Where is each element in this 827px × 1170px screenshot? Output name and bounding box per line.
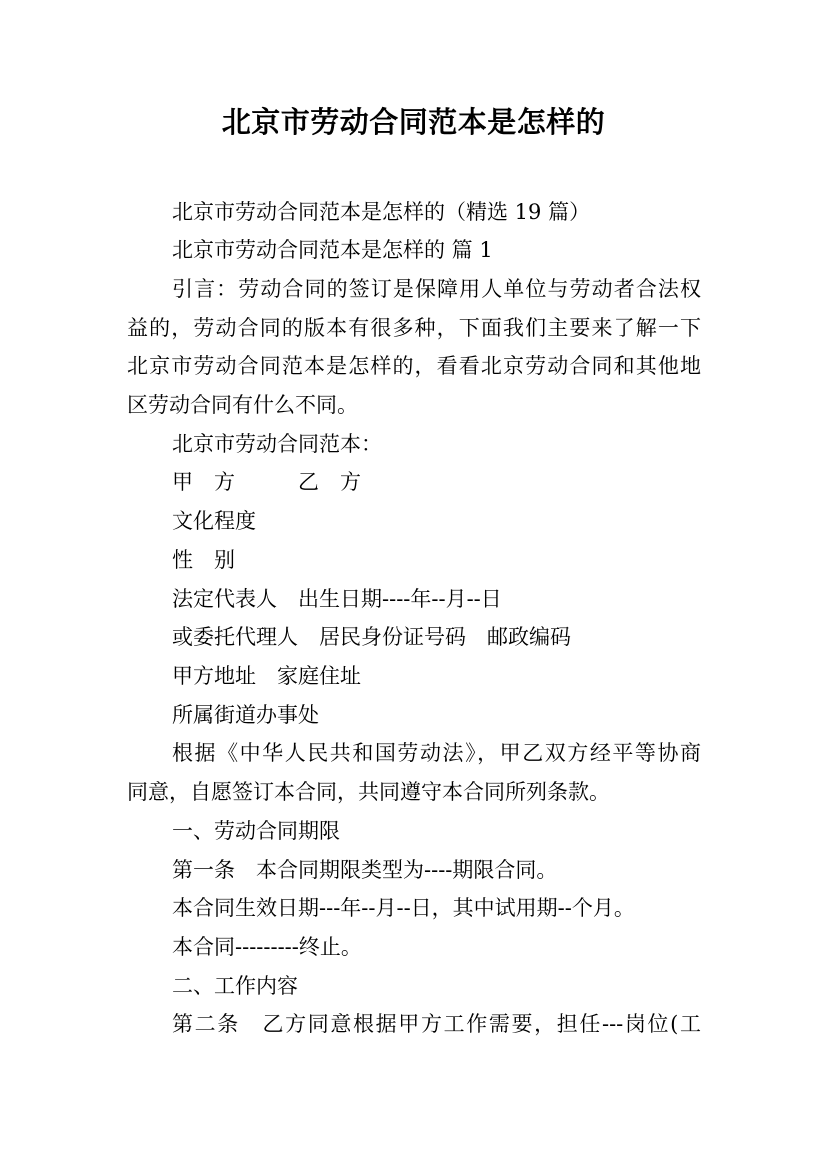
paragraph-line: 引言：劳动合同的签订是保障用人单位与劳动者合法权 bbox=[172, 277, 701, 301]
form-field-line: 所属街道办事处 bbox=[172, 703, 319, 727]
form-field-line: 文化程度 bbox=[172, 509, 256, 533]
form-field-line: 性 别 bbox=[172, 548, 235, 572]
form-field-line: 甲方地址 家庭住址 bbox=[172, 664, 361, 688]
clause-line: 本合同生效日期---年--月--日，其中试用期--个月。 bbox=[172, 896, 635, 920]
section-heading-line: 一、劳动合同期限 bbox=[172, 819, 340, 843]
section-heading-line: 北京市劳动合同范本是怎样的 篇 1 bbox=[172, 238, 493, 262]
paragraph-line: 根据《中华人民共和国劳动法》，甲乙双方经平等协商 bbox=[172, 741, 701, 765]
document-title: 北京市劳动合同范本是怎样的 bbox=[221, 105, 606, 139]
subtitle-line: 北京市劳动合同范本是怎样的（精选 19 篇） bbox=[172, 200, 591, 224]
form-field-line: 甲 方 乙 方 bbox=[172, 470, 361, 494]
paragraph-line: 区劳动合同有什么不同。 bbox=[127, 393, 358, 417]
section-heading-line: 二、工作内容 bbox=[172, 974, 298, 998]
paragraph-line: 益的，劳动合同的版本有很多种，下面我们主要来了解一下 bbox=[127, 316, 701, 340]
clause-line: 本合同---------终止。 bbox=[172, 935, 362, 959]
form-field-line: 法定代表人 出生日期----年--月--日 bbox=[172, 587, 502, 611]
clause-line: 第二条 乙方同意根据甲方工作需要，担任---岗位(工 bbox=[172, 1012, 701, 1036]
clause-line: 第一条 本合同期限类型为----期限合同。 bbox=[172, 858, 558, 882]
paragraph-line: 北京市劳动合同范本： bbox=[172, 432, 382, 456]
paragraph-line: 北京市劳动合同范本是怎样的，看看北京劳动合同和其他地 bbox=[127, 354, 701, 378]
form-field-line: 或委托代理人 居民身份证号码 邮政编码 bbox=[172, 625, 571, 649]
paragraph-line: 同意，自愿签订本合同，共同遵守本合同所列条款。 bbox=[127, 780, 610, 804]
